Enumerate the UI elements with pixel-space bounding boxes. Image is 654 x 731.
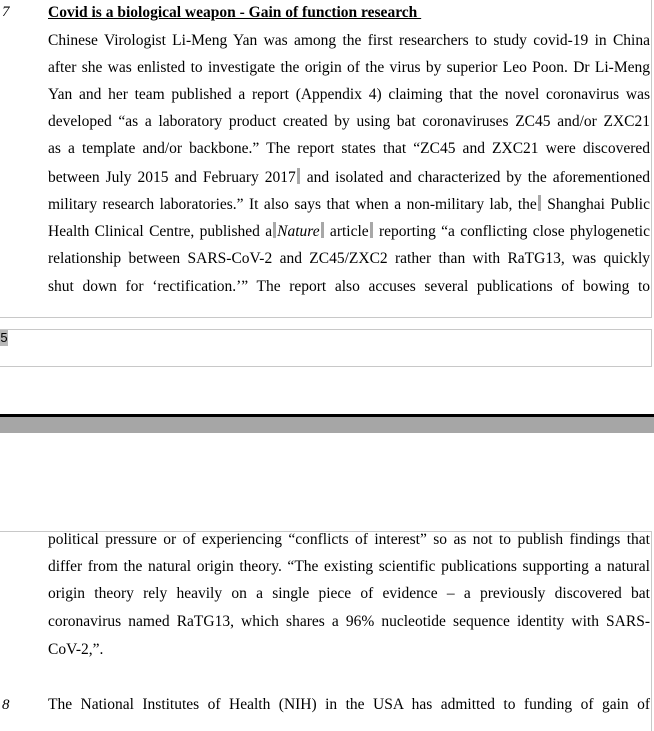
continuation-line-1: political pressure or of experiencing “conflicts of interest” so as not to publish findings that (48, 531, 650, 548)
paragraph-8-line-1: The National Institutes of Health (NIH) in the USA has admitted to funding of gain of (48, 696, 650, 713)
text-run: article (324, 223, 369, 240)
comment-marker[interactable] (297, 168, 300, 184)
text-run: reporting “a conflicting close phylogenetic (373, 223, 650, 240)
comment-marker[interactable] (273, 222, 276, 238)
paragraph-7-line-10: shut down for ‘rectification.’” The report also accuses several publications of bowing to (48, 278, 650, 295)
text-run: Health Clinical Centre, published a (48, 223, 273, 240)
journal-name: Nature (277, 223, 320, 240)
paragraph-7-line-2: after she was enlisted to investigate the origin of the virus by superior Leo Poon. Dr Li-Meng (48, 59, 650, 76)
paragraph-7-line-8 (48, 222, 650, 242)
continuation-line-4: coronavirus named RaTG13, which shares a 96% nucleotide sequence identity with SARS- (48, 613, 650, 630)
text-run: and isolated and characterized by the aforementioned (300, 169, 650, 186)
comment-marker[interactable] (538, 195, 541, 211)
paragraph-7-line-9: relationship between SARS-CoV-2 and ZC45/ZXC2 rather than with RaTG13, was quickly (48, 250, 650, 267)
paragraph-7-line-4: developed “as a laboratory product created by using bat coronaviruses ZC45 and/or ZXC21 (48, 113, 650, 130)
footnote-frame (0, 329, 652, 367)
paragraph-heading: Covid is a biological weapon - Gain of function research (48, 4, 422, 21)
continuation-line-3: origin theory rely heavily on a single piece of evidence – a previously discovered bat (48, 585, 650, 602)
paragraph-number-7: 7 (2, 4, 10, 20)
comment-marker[interactable] (321, 222, 324, 238)
paragraph-7-line-1: Chinese Virologist Li-Meng Yan was among the first researchers to study covid-19 in China (48, 32, 650, 49)
paragraph-7-line-7 (48, 195, 650, 215)
text-run: Shanghai Public (541, 196, 650, 213)
paragraph-7-line-5: as a template and/or backbone.” The report states that “ZC45 and ZXC21 were discovered (48, 140, 650, 157)
continuation-line-5: CoV-2,”. (48, 641, 104, 658)
comment-marker[interactable] (370, 222, 373, 238)
footnote-number[interactable]: 5 (0, 330, 8, 345)
text-run: between July 2015 and February 2017 (48, 169, 296, 186)
paragraph-7-line-6 (48, 168, 650, 188)
text-run: military research laboratories.” It also says that when a non-military lab, the (48, 196, 537, 213)
paragraph-7-line-3: Yan and her team published a report (Appendix 4) claiming that the novel coronavirus was (48, 86, 650, 103)
paragraph-number-8: 8 (2, 697, 10, 713)
continuation-line-2: differ from the natural origin theory. “The existing scientific publications supporting a natural (48, 558, 650, 575)
page-break-gap (0, 417, 654, 433)
